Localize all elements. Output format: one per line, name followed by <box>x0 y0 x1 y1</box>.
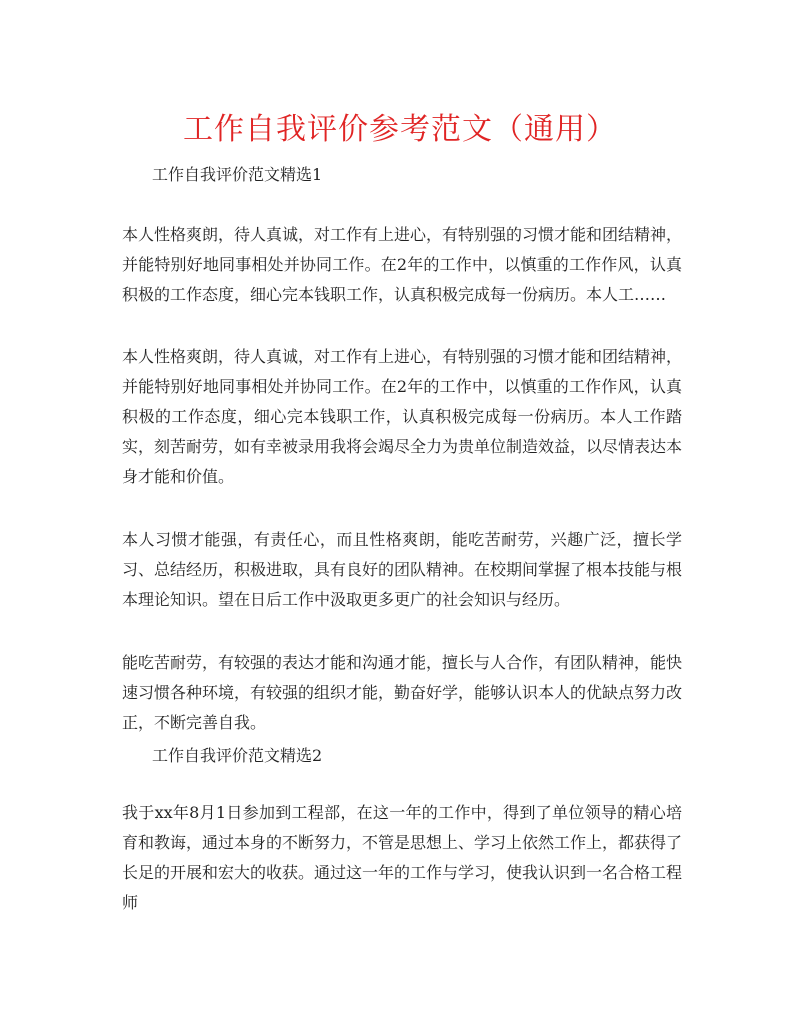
section-heading-1: 工作自我评价范文精选1 <box>152 165 323 184</box>
paragraph-5: 我于xx年8月1日参加到工程部，在这一年的工作中，得到了单位领导的精心培育和教诲，通过本身的不断努力，不管是思想上、学习上依然工作上，都获得了长足的开展和宏大的收获。通过这一年的工作与学习，使我认识到一名合格工程师 <box>122 803 683 912</box>
document-title: 工作自我评价参考范文（通用） <box>183 112 617 147</box>
paragraph-3: 本人习惯才能强，有责任心，而且性格爽朗，能吃苦耐劳，兴趣广泛，擅长学习、总结经历，积极进取，具有良好的团队精神。在校期间掌握了根本技能与根本理论知识。望在日后工作中汲取更多更广的社会知识与经历。 <box>122 530 683 609</box>
paragraph-2: 本人性格爽朗，待人真诚，对工作有上进心，有特别强的习惯才能和团结精神，并能特别好地同事相处并协同工作。在2年的工作中，以慎重的工作作风，认真积极的工作态度，细心完本钱职工作，认真积极完成每一份病历。本人工作踏实，刻苦耐劳，如有幸被录用我将会竭尽全力为贵单位制造效益，以尽情表达本身才能和价值。 <box>122 347 683 486</box>
paragraph-1: 本人性格爽朗，待人真诚，对工作有上进心，有特别强的习惯才能和团结精神，并能特别好地同事相处并协同工作。在2年的工作中，以慎重的工作作风，认真积极的工作态度，细心完本钱职工作，认真积极完成每一份病历。本人工…… <box>122 225 683 304</box>
paragraph-4: 能吃苦耐劳，有较强的表达才能和沟通才能，擅长与人合作，有团队精神，能快速习惯各种环境，有较强的组织才能，勤奋好学，能够认识本人的优缺点努力改正，不断完善自我。 <box>122 653 683 732</box>
section-heading-2: 工作自我评价范文精选2 <box>152 746 323 765</box>
